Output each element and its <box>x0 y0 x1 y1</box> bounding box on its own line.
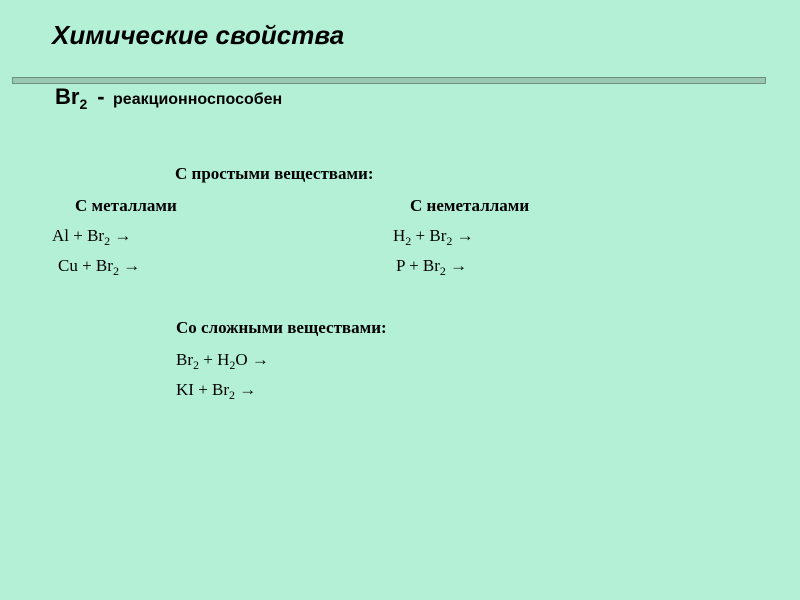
metals-heading: С металлами <box>75 196 177 215</box>
equation-subscript: 2 <box>229 388 236 402</box>
equation-text: Br <box>176 350 193 369</box>
nonmetals-heading: С неметаллами <box>410 196 530 215</box>
equation-al-br2 <box>52 226 131 249</box>
equation-text: Al + Br <box>52 226 105 245</box>
equation-subscript: 2 <box>112 264 119 278</box>
slide-title: Химические свойства <box>52 20 345 50</box>
equation-p-br2 <box>396 256 467 279</box>
simple-substances-heading: С простыми веществами: <box>175 164 374 183</box>
equation-arrow: → <box>235 380 257 399</box>
equation-subscript: 2 <box>446 234 453 248</box>
equation-arrow: → <box>118 256 141 275</box>
equation-arrow: → <box>110 226 132 245</box>
equation-subscript: 2 <box>439 264 446 278</box>
equation-text: KI + Br <box>176 380 230 399</box>
equation-subscript: 2 <box>405 234 412 248</box>
equation-arrow: → <box>445 256 468 275</box>
equation-br2-h2o <box>176 350 269 373</box>
subtitle-formula: Br <box>55 84 80 109</box>
equation-subscript: 2 <box>104 234 111 248</box>
equation-text: Cu + Br <box>58 256 113 275</box>
subtitle-dash: - <box>97 84 105 109</box>
subtitle <box>55 84 282 112</box>
equation-h2-br2 <box>393 226 474 249</box>
equation-arrow: → <box>452 226 474 245</box>
subtitle-description: реакционноспособен <box>113 91 283 108</box>
equation-text: + H <box>199 350 230 369</box>
title-divider <box>12 77 766 84</box>
equation-text: H <box>393 226 406 245</box>
equation-subscript: 2 <box>229 358 236 372</box>
complex-substances-heading: Со сложными веществами: <box>176 318 387 337</box>
equation-text: P + Br <box>396 256 440 275</box>
equation-subscript: 2 <box>193 358 199 372</box>
subtitle-formula-subscript: 2 <box>79 96 88 112</box>
equation-cu-br2 <box>58 256 140 279</box>
equation-arrow: O → <box>235 350 269 369</box>
equation-text: + Br <box>411 226 447 245</box>
equation-ki-br2 <box>176 380 256 403</box>
